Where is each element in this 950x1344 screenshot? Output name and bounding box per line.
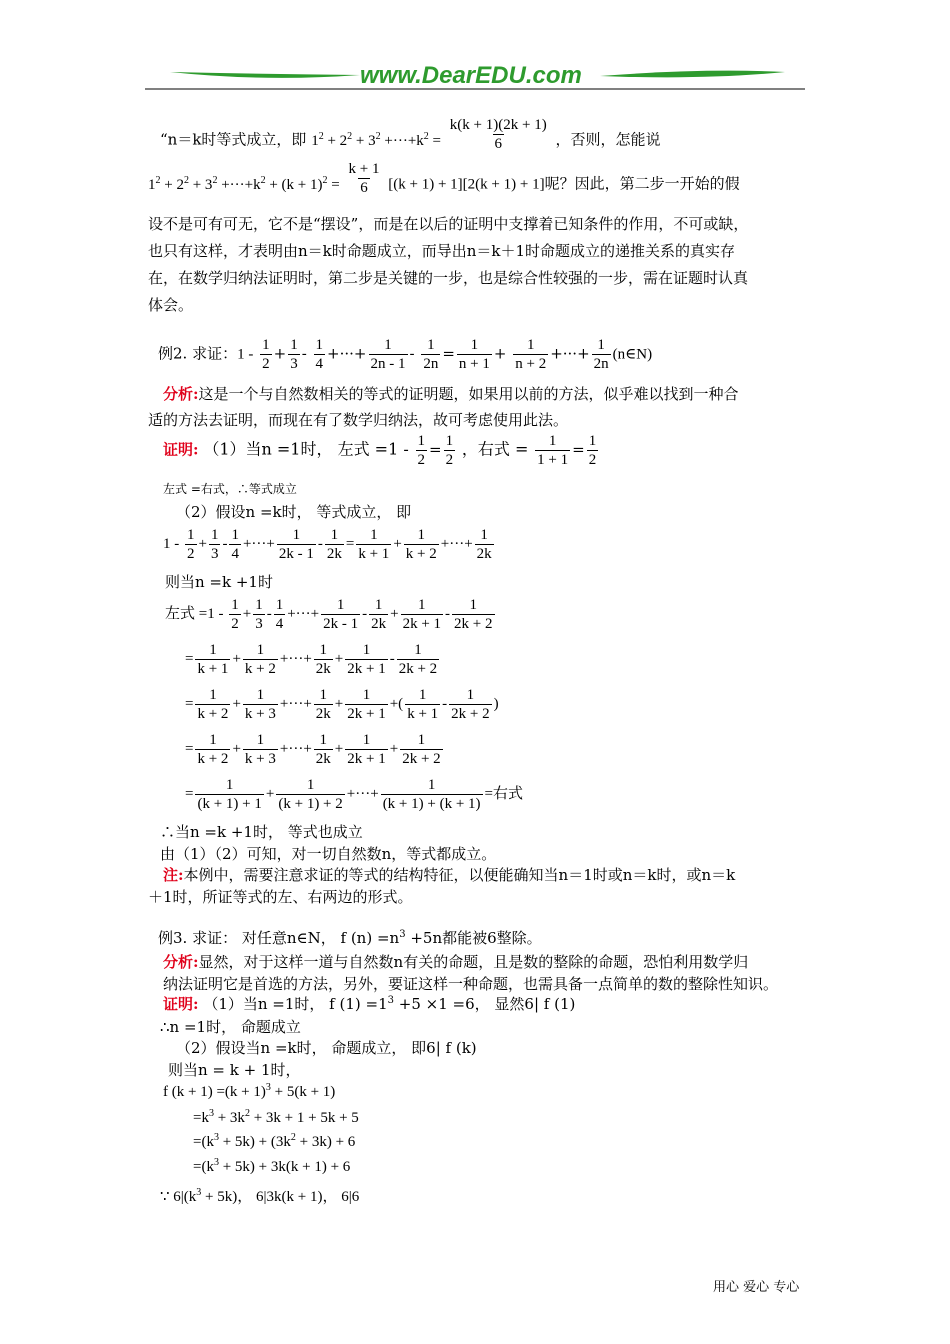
intro-line-5: 在，在数学归纳法证明时，第二步是关键的一步，也是综合性较强的一步，需在证题时认真 [148, 269, 749, 287]
ex3-then: 则当n = k + 1时， [168, 1061, 301, 1079]
header-logo [145, 58, 805, 92]
ex2-analysis-1: 分析:这是一个与自然数相关的等式的证明题，如果用以前的方法，似乎难以找到一种合 [163, 385, 739, 403]
ex3-eq-3: $=(k^3 + 5k) + (3k^2 + 3k) + 6$ [193, 1132, 356, 1150]
ex3-eq-2: $=k^3 + 3k^2 + 3k + 1 + 5k + 5$ [193, 1108, 359, 1126]
ex2-analysis-2: 适的方法去证明，而现在有了数学归纳法，故可考虑使用此法。 [148, 411, 569, 429]
ex2-derivation-4: = $\frac{1}{(k + 1) + 1}$ + $\frac{1}{(k + 1) + 2}$ +···+ $\frac{1}{(k + 1) + (k + 1)}$ =右式 [185, 777, 524, 812]
intro-line-6: 体会。 [148, 296, 194, 314]
ex2-note-2: ＋1时，所证等式的左、右两边的形式。 [148, 888, 413, 906]
ex2-conclude-2: 由（1）（2）可知，对一切自然数n，等式都成立。 [160, 845, 497, 863]
ex2-derivation-3: = $\frac{1}{k + 2}$ + $\frac{1}{k + 3}$ +···+ $\frac{1}{2k}$ + $\frac{1}{2k + 1}$ + $\frac{1}{2k + 2}$ [185, 732, 441, 767]
ex2-then: 则当n =k +1时 [165, 573, 273, 591]
ex3-analysis-2: 纳法证明它是首选的方法，另外，要证这样一种命题，也需具备一点简单的数的整除性知识。 [163, 975, 779, 993]
intro-line-2: $1^2 + 2^2 + 3^2 +\cdot\cdot\cdot+k^2 + (k + 1)^2$ = $\frac{k + 1}{6}$ [(k + 1) + 1][2(k + 1) + 1]呢？因此，第二步一开始的假 [148, 161, 740, 196]
ex2-step2: （2）假设n =k时， 等式成立， 即 [176, 503, 412, 521]
ex2-left-expansion: 左式 =1 - $\frac{1}{2}$ + $\frac{1}{3}$ - $\frac{1}{4}$ +···+ $\frac{1}{2k - 1}$ - $\frac{1}{2k}$ + $\frac{1}{2k + 1}$ - $\frac{1}{2k + 2}$ [165, 597, 493, 632]
ex2-derivation-2: = $\frac{1}{k + 2}$ + $\frac{1}{k + 3}$ +···+ $\frac{1}{2k}$ + $\frac{1}{2k + 1}$ +( $\frac{1}{k + 1}$ - $\frac{1}{2k + 2}$ ) [185, 687, 499, 722]
ex3-step1-conclusion: ∴n =1时， 命题成立 [160, 1018, 301, 1036]
ex3-step1: 证明: （1）当n =1时， f $(1) =1^3 +5 \times 1 =6$， 显然6| f (1) [163, 995, 576, 1013]
ex2-hypothesis: 1 - $\frac{1}{2}$ + $\frac{1}{3}$ - $\frac{1}{4}$ +···+ $\frac{1}{2k - 1}$ - $\frac{1}{2k}$ = $\frac{1}{k + 1}$ + $\frac{1}{k + 2}$ +···+ $\frac{1}{2k}$ [163, 527, 492, 562]
ex2-note-1: 注:本例中，需要注意求证的等式的结构特征，以便能确知当n＝1时或n＝k时，或n＝k [163, 866, 736, 884]
logo-text: www.DearEDU.com [360, 62, 582, 89]
ex2-conclude: ∴当n =k +1时， 等式也成立 [160, 823, 363, 841]
ex2-proof-step1: 证明: （1）当n =1时， 左式 =1 - $\frac{1}{2}$ = $\frac{1}{2}$ ，右式 = $\frac{1}{1 + 1}$ = $\frac{1}{2}$ [163, 433, 597, 468]
intro-line-4: 也只有这样，才表明由n＝k时命题成立，而导出n＝k＋1时命题成立的递推关系的真实存 [148, 242, 736, 260]
ex3-statement: 例3. 求证： 对任意n∈N， f $(n) =n^3 +5n$都能被6整除。 [158, 929, 542, 947]
ex2-statement: 例2. 求证：1 - $\frac{1}{2}$ + $\frac{1}{3}$ - $\frac{1}{4}$ +···+ $\frac{1}{2n - 1}$ - $\frac{1}{2n}$ = $\frac{1}{n + 1}$ + $\frac{1}{n + 2}$ +···+ $\frac{1}{2n}$ (n∈N) [158, 337, 653, 372]
intro-line-3: 设不是可有可无，它不是“摆设”，而是在以后的证明中支撑着已知条件的作用，不可或缺， [148, 215, 749, 233]
intro-line-1: “n＝k时等式成立，即 $1^2 + 2^2 + 3^2 +\cdot\cdot\cdot+k^2$ = $\frac{k(k + 1)(2k + 1)}{6}$ ，否则，怎能说 [160, 117, 661, 152]
footer-text: 用心 爱心 专心 [713, 1280, 800, 1295]
ex2-small-note: 左式 =右式，∴等式成立 [163, 482, 297, 496]
ex2-derivation-1: = $\frac{1}{k + 1}$ + $\frac{1}{k + 2}$ +···+ $\frac{1}{2k}$ + $\frac{1}{2k + 1}$ - $\frac{1}{2k + 2}$ [185, 642, 438, 677]
ex3-analysis-1: 分析:显然，对于这样一道与自然数n有关的命题，且是数的整除的命题，恐怕利用数学归 [163, 953, 749, 971]
ex3-eq-5: ∵ $6|(k^3 + 5k)$， 6|3k(k + 1)， 6|6 [160, 1187, 360, 1205]
ex3-eq-4: $=(k^3 + 5k) + 3k(k + 1) + 6$ [193, 1157, 351, 1175]
ex3-eq-1: f $(k + 1) =(k + 1)^3 + 5(k + 1)$ [163, 1082, 336, 1100]
ex3-step2: （2）假设当n =k时， 命题成立， 即6| f (k) [176, 1039, 477, 1057]
